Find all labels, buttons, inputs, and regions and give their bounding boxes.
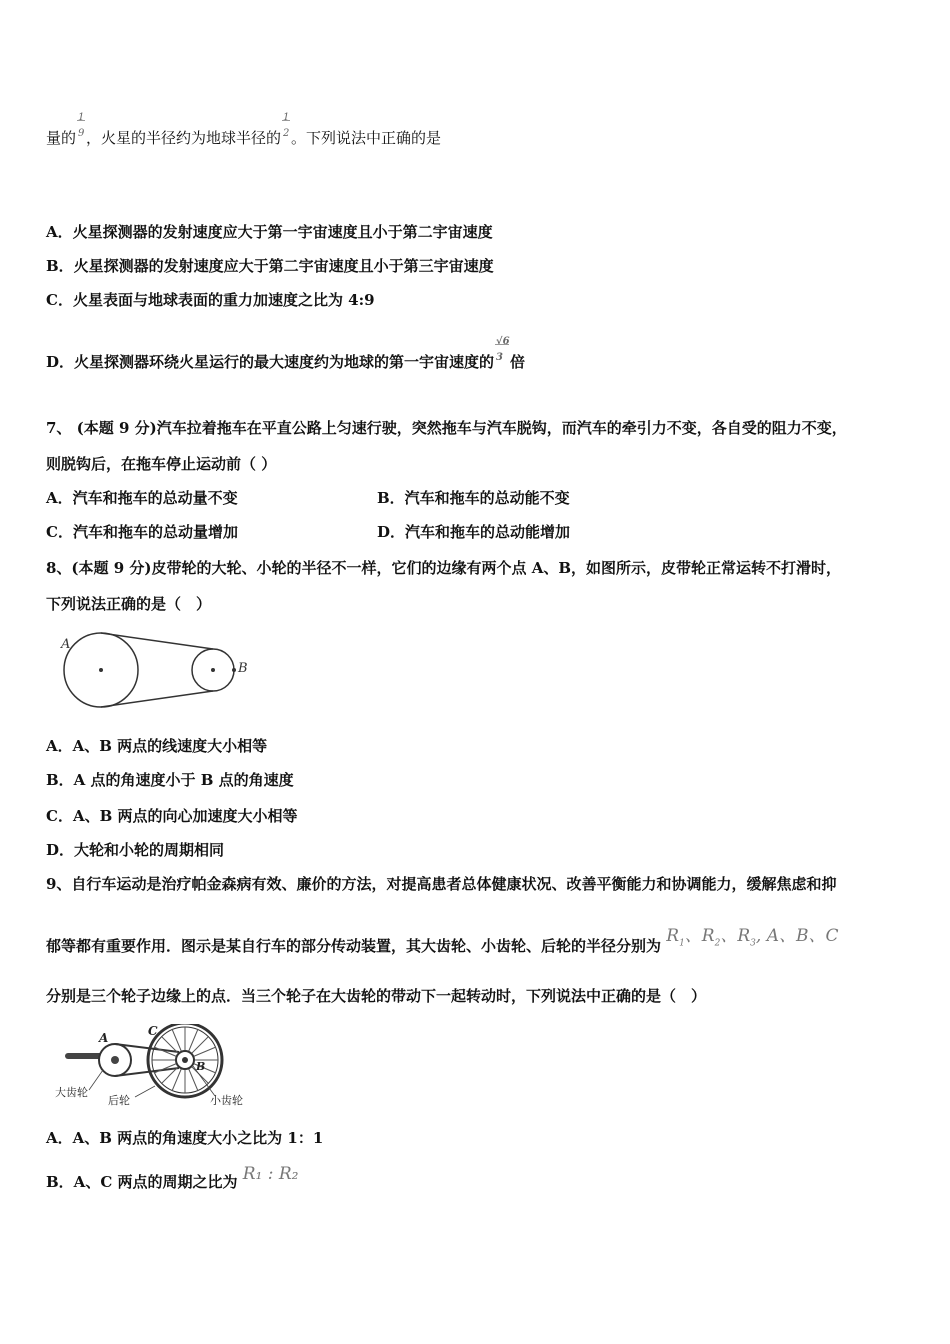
q8-stem-line1: 8、(本题 9 分)皮带轮的大轮、小轮的半径不一样，它们的边缘有两个点 A、B，如图所示，皮带轮正常运转不打滑时， bbox=[46, 559, 842, 577]
q6-stem bbox=[46, 108, 441, 148]
q6-option-d bbox=[46, 332, 525, 372]
q6-stem-part1: 量的 bbox=[46, 129, 77, 147]
pedal-crank bbox=[65, 1053, 103, 1059]
q6-fraction-one-ninth bbox=[76, 108, 86, 148]
q6-option-d-text: D．火星探测器环绕火星运行的最大速度约为地球的第一宇宙速度的 bbox=[46, 353, 495, 371]
q6-stem-part3: 。下列说法中正确的是 bbox=[291, 129, 442, 147]
q7-option-c: C．汽车和拖车的总动量增加 bbox=[46, 523, 238, 541]
point-b-marker bbox=[232, 668, 236, 672]
q7-option-d: D．汽车和拖车的总动能增加 bbox=[377, 523, 571, 541]
fig9-label-b: B bbox=[196, 1060, 206, 1073]
math-r2: R bbox=[701, 926, 715, 946]
math-r1: R bbox=[666, 926, 680, 946]
q8-option-c: C．A、B 两点的向心加速度大小相等 bbox=[46, 807, 298, 825]
fig9-label-c: C bbox=[148, 1024, 158, 1038]
q9-stem-line3: 分别是三个轮子边缘上的点．当三个轮子在大齿轮的带动下一起转动时，下列说法中正确的是（ ） bbox=[46, 987, 707, 1005]
q9-option-b-text: B．A、C 两点的周期之比为 bbox=[46, 1173, 238, 1191]
q6-option-d-tail: 倍 bbox=[510, 353, 526, 371]
q7-stem-line2: 则脱钩后，在拖车停止运动前（ ） bbox=[46, 455, 277, 473]
frac-denominator: 9 bbox=[78, 128, 85, 139]
q8-option-d: D．大轮和小轮的周期相同 bbox=[46, 841, 225, 859]
q9-bicycle-drive-figure bbox=[55, 1024, 265, 1110]
fig9-label-a: A bbox=[99, 1031, 109, 1045]
q7-option-a: A．汽车和拖车的总动量不变 bbox=[46, 489, 238, 507]
q6-option-b: B．火星探测器的发射速度应大于第二宇宙速度且小于第三宇宙速度 bbox=[46, 257, 494, 275]
q6-stem-part2: ，火星的半径约为地球半径的 bbox=[86, 129, 282, 147]
math-r3-sub: 3 bbox=[750, 938, 756, 949]
fig-label-a: A bbox=[61, 637, 71, 652]
q8-stem-line2: 下列说法正确的是（ ） bbox=[46, 595, 212, 613]
leader-rear-wheel bbox=[135, 1086, 155, 1097]
q9-stem-line2-text: 郁等都有重要作用．图示是某自行车的部分传动装置，其大齿轮、小齿轮、后轮的半径分别为 bbox=[46, 937, 662, 955]
frac-numerator: 1 bbox=[283, 112, 290, 123]
fig9-label-rear-wheel: 后轮 bbox=[108, 1094, 130, 1107]
q7-option-b: B．汽车和拖车的总动能不变 bbox=[377, 489, 570, 507]
belt-top bbox=[101, 633, 213, 649]
fig9-label-small-gear: 小齿轮 bbox=[210, 1094, 243, 1107]
q6-option-c: C．火星表面与地球表面的重力加速度之比为 4:9 bbox=[46, 291, 375, 309]
math-r3: R bbox=[737, 926, 751, 946]
q8-option-b: B．A 点的角速度小于 B 点的角速度 bbox=[46, 771, 294, 789]
frac-denominator: 2 bbox=[283, 128, 290, 139]
q9-option-b-math: R₁ : R₂ bbox=[242, 1164, 299, 1184]
frac-denominator: 3 bbox=[496, 352, 503, 363]
fig9-label-big-gear: 大齿轮 bbox=[55, 1086, 88, 1099]
large-pulley-center bbox=[99, 668, 103, 672]
math-r1-sub: 1 bbox=[679, 938, 685, 949]
q6-fraction-sqrt6-over-3 bbox=[494, 332, 510, 372]
leader-big-gear bbox=[89, 1070, 103, 1090]
math-points: , A、B、C bbox=[755, 926, 839, 946]
q6-fraction-one-half bbox=[281, 108, 291, 148]
q8-pulley-figure bbox=[55, 632, 265, 712]
math-r2-sub: 2 bbox=[714, 938, 721, 949]
frac-numerator: √6 bbox=[496, 336, 510, 347]
q9-stem-line2 bbox=[46, 926, 839, 963]
big-gear-hub bbox=[111, 1056, 119, 1064]
belt-bottom bbox=[101, 691, 213, 707]
q6-option-a: A．火星探测器的发射速度应大于第一宇宙速度且小于第二宇宙速度 bbox=[46, 223, 493, 241]
frac-numerator: 1 bbox=[78, 112, 85, 123]
q9-option-a: A．A、B 两点的角速度大小之比为 1：1 bbox=[46, 1129, 324, 1147]
fig-label-b: B bbox=[238, 661, 248, 676]
small-pulley-center bbox=[211, 668, 215, 672]
q7-stem-line1: 7、 (本题 9 分)汽车拉着拖车在平直公路上匀速行驶，突然拖车与汽车脱钩，而汽车的牵引力不变，各自受的阻力不变， bbox=[46, 419, 847, 437]
q9-stem-line1: 9、自行车运动是治疗帕金森病有效、廉价的方法，对提高患者总体健康状况、改善平衡能力和协调能力，缓解焦虑和抑 bbox=[46, 875, 837, 893]
small-gear-hub bbox=[182, 1057, 188, 1063]
q9-option-b bbox=[46, 1164, 299, 1192]
q9-radius-symbols: $R_1$、$R_2$、$R_3$, A、B、C bbox=[666, 926, 839, 949]
q8-option-a: A．A、B 两点的线速度大小相等 bbox=[46, 737, 268, 755]
